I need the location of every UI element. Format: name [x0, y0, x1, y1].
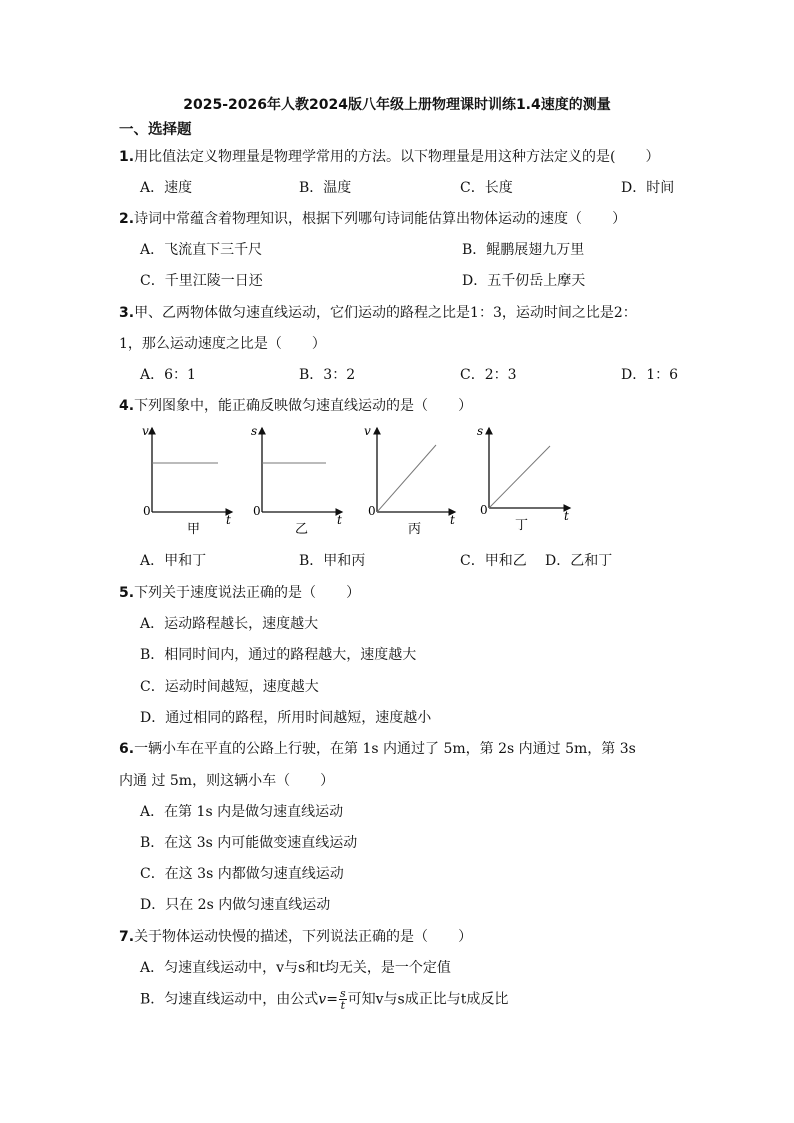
- answer-paren-close: ）: [311, 336, 326, 352]
- answer-paren-close: ）: [320, 773, 335, 789]
- option-c[interactable]: C．千里江陵一日还: [140, 273, 263, 289]
- question-text: 下列图象中，能正确反映做匀速直线运动的是（: [134, 398, 429, 414]
- option-b-text-start: B．匀速直线运动中，由公式: [140, 991, 319, 1008]
- question-number: 5.: [119, 585, 135, 601]
- graph-caption: 丙: [408, 522, 422, 537]
- option-d[interactable]: D．1：6: [621, 367, 679, 383]
- option-b[interactable]: [140, 988, 508, 1011]
- graph-jia: [142, 424, 232, 537]
- graph-bing: [364, 424, 455, 537]
- option-a[interactable]: A．甲和丁: [140, 553, 207, 569]
- question-text: 甲、乙两物体做匀速直线运动，它们运动的路程之比是1：3，运动时间之比是2：: [134, 305, 637, 321]
- option-d[interactable]: D．乙和丁: [545, 553, 613, 569]
- question-text: 诗词中常蕴含着物理知识，根据下列哪句诗词能估算出物体运动的速度（: [134, 211, 583, 227]
- option-b-text-end: 可知v与s成正比与t成反比: [347, 991, 509, 1008]
- motion-graphs-figure: [0, 420, 794, 540]
- x-axis-label: t: [450, 513, 455, 527]
- option-d[interactable]: D．时间: [621, 180, 675, 196]
- question-2: [119, 208, 626, 228]
- answer-paren-close: ）: [645, 149, 660, 165]
- answer-paren-close: ）: [458, 398, 473, 414]
- option-b[interactable]: B．鲲鹏展翅九万里: [462, 242, 585, 258]
- formula-denominator: t: [340, 999, 345, 1012]
- question-7: [119, 926, 472, 946]
- formula-lhs: v: [318, 991, 327, 1008]
- question-6: [119, 738, 636, 758]
- formula-equals: =: [326, 991, 338, 1008]
- option-b[interactable]: B．甲和丙: [299, 553, 366, 569]
- option-a[interactable]: A．速度: [140, 180, 193, 196]
- answer-paren-close: ）: [458, 929, 473, 945]
- answer-paren-close: ）: [612, 211, 627, 227]
- origin-label: 0: [480, 503, 488, 517]
- x-axis-label: t: [226, 513, 231, 527]
- question-number: 4.: [119, 398, 135, 414]
- option-c[interactable]: C．运动时间越短，速度越大: [140, 679, 319, 695]
- question-6-continued: [119, 770, 334, 790]
- question-text: 下列关于速度说法正确的是（: [134, 585, 317, 601]
- question-3: [119, 302, 637, 322]
- option-a[interactable]: A．在第 1s 内是做匀速直线运动: [140, 804, 344, 820]
- question-number: 2.: [119, 211, 135, 227]
- page-title: 2025-2026年人教2024版八年级上册物理课时训练1.4速度的测量: [183, 97, 611, 113]
- question-number: 3.: [119, 305, 135, 321]
- question-4: [119, 395, 472, 415]
- option-a[interactable]: A．飞流直下三千尺: [140, 242, 263, 258]
- origin-label: 0: [143, 504, 151, 518]
- question-5: [119, 582, 360, 602]
- question-number: 1.: [119, 149, 135, 165]
- question-text: 用比值法定义物理量是物理学常用的方法。以下物理量是用这种方法定义的是(: [134, 149, 616, 165]
- option-d[interactable]: D．五千仞岳上摩天: [462, 273, 586, 289]
- option-d[interactable]: D．只在 2s 内做匀速直线运动: [140, 897, 331, 913]
- option-c[interactable]: C．甲和乙: [460, 553, 527, 569]
- option-d[interactable]: D．通过相同的路程，所用时间越短，速度越小: [140, 710, 432, 726]
- x-axis-label: t: [337, 513, 342, 527]
- question-text-continued: 内通 过 5m，则这辆小车（: [119, 773, 291, 789]
- option-a[interactable]: A．匀速直线运动中，v与s和t均无关，是一个定值: [140, 960, 451, 976]
- question-text: 一辆小车在平直的公路上行驶，在第 1s 内通过了 5m，第 2s 内通过 5m，第 3s: [134, 741, 636, 757]
- question-1: [119, 146, 660, 166]
- question-text: 关于物体运动快慢的描述，下列说法正确的是（: [134, 929, 429, 945]
- formula-fraction: [339, 988, 347, 1011]
- x-axis-label: t: [564, 509, 569, 523]
- option-a[interactable]: A．运动路程越长，速度越大: [140, 616, 319, 632]
- question-number: 7.: [119, 929, 135, 945]
- section-heading: 一、选择题: [119, 122, 192, 138]
- graph-yi: [251, 424, 342, 537]
- option-b[interactable]: B．相同时间内，通过的路程越大，速度越大: [140, 647, 417, 663]
- y-axis-label: s: [251, 424, 258, 438]
- graph-caption: 丁: [515, 518, 529, 533]
- y-axis-label: s: [477, 424, 484, 438]
- graph-caption: 乙: [295, 522, 309, 537]
- graph-ding: [477, 424, 570, 533]
- question-number: 6.: [119, 741, 135, 757]
- y-axis-label: v: [142, 424, 149, 438]
- answer-paren-close: ）: [346, 585, 361, 601]
- option-b[interactable]: B．温度: [299, 180, 352, 196]
- formula-numerator: s: [339, 987, 346, 1000]
- option-c[interactable]: C．在这 3s 内都做匀速直线运动: [140, 866, 344, 882]
- origin-label: 0: [368, 504, 376, 518]
- question-text-continued: 1，那么运动速度之比是（: [119, 336, 282, 352]
- y-axis-label: v: [364, 424, 371, 438]
- option-a[interactable]: A．6：1: [140, 367, 196, 383]
- option-b[interactable]: B．3：2: [299, 367, 356, 383]
- origin-label: 0: [253, 504, 261, 518]
- graph-caption: 甲: [187, 522, 201, 537]
- question-3-continued: [119, 333, 326, 353]
- option-c[interactable]: C．长度: [460, 180, 513, 196]
- option-c[interactable]: C．2：3: [460, 367, 517, 383]
- option-b[interactable]: B．在这 3s 内可能做变速直线运动: [140, 835, 358, 851]
